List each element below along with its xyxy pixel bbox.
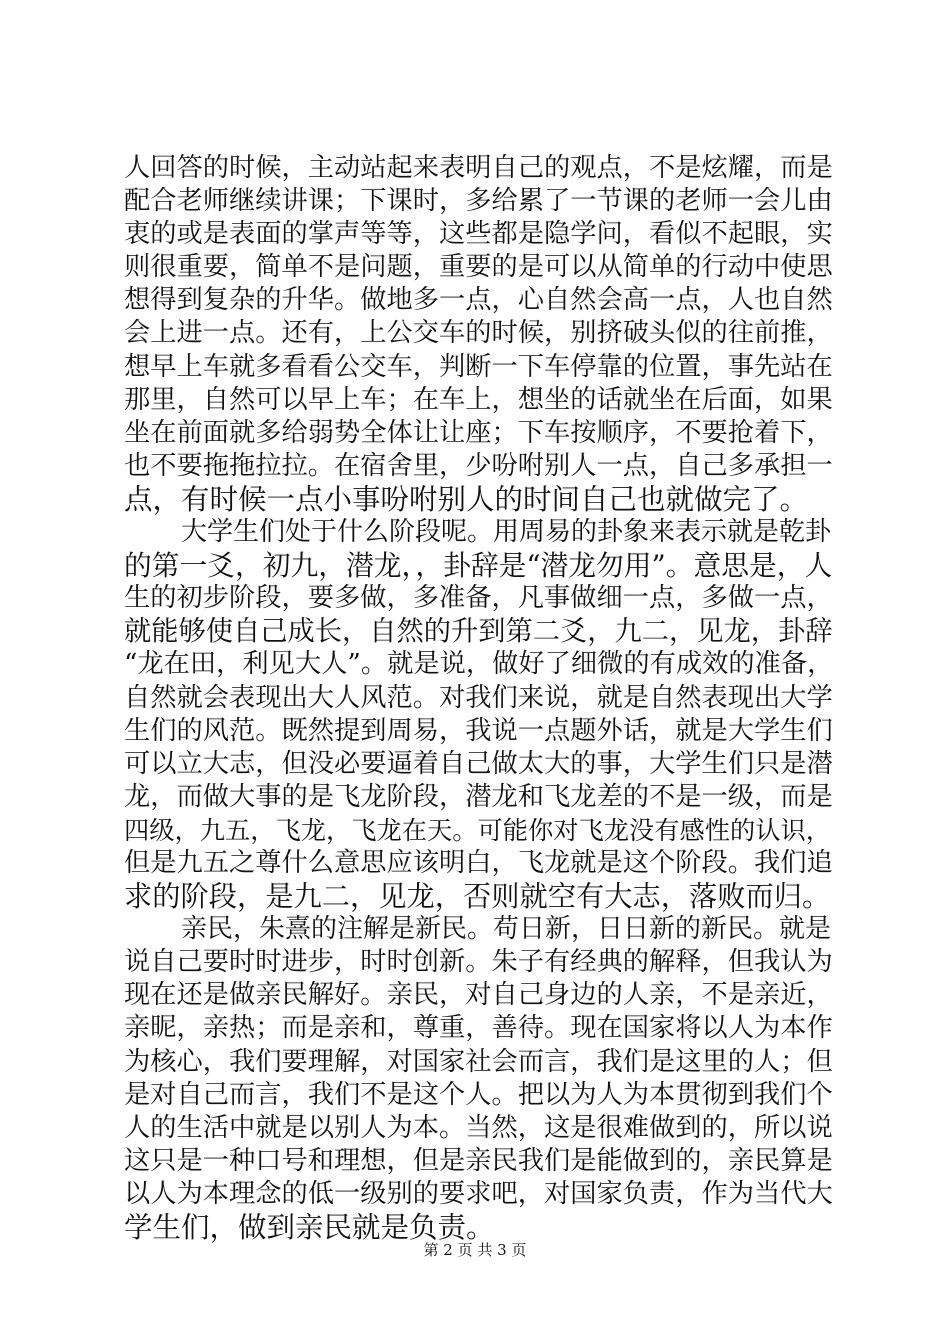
text-line: 这只是一种口号和理想，但是亲民我们是能做到的，亲民算是 [124, 1145, 833, 1176]
page-number-footer: 第 2 页 共 3 页 [423, 1241, 527, 1259]
text-line: 现在还是做亲民解好。亲民，对自己身边的人亲，不是亲近， [124, 980, 833, 1011]
text-line: 亲民，朱熹的注解是新民。苟日新，日日新的新民。就是 [181, 914, 832, 945]
text-line: 则很重要，简单不是问题，重要的是可以从简单的行动中使思 [124, 252, 833, 283]
text-line: 点，有时候一点小事吩咐别人的时间自己也就做完了。 [124, 482, 809, 516]
text-line: 也不要拖拖拉拉。在宿舍里，少吩咐别人一点，自己多承担一 [124, 450, 833, 481]
text-line: 学生们，做到亲民就是负责。 [124, 1211, 495, 1244]
paragraph [124, 516, 836, 913]
paragraph [124, 913, 836, 1244]
text-line: 可以立大志，但没必要逼着自己做太大的事，大学生们只是潜 [124, 748, 833, 779]
text-line: 以人为本理念的低一级别的要求吧，对国家负责，作为当代大 [124, 1178, 833, 1209]
text-line: “龙在田，利见大人”。就是说，做好了细微的有成效的准备， [124, 649, 834, 680]
text-line: 想早上车就多看看公交车，判断一下车停靠的位置，事先站在 [124, 351, 833, 382]
text-line: 生们的风范。既然提到周易，我说一点题外话，就是大学生们 [124, 715, 833, 746]
text-line: 大学生们处于什么阶段呢。用周易的卦象来表示就是乾卦 [181, 517, 832, 548]
text-line: 衷的或是表面的掌声等等，这些都是隐学问，看似不起眼，实 [124, 219, 833, 250]
text-line: 那里，自然可以早上车；在车上，想坐的话就坐在后面，如果 [124, 384, 833, 415]
text-line: 坐在前面就多给弱势全体让让座；下车按顺序，不要抢着下， [124, 417, 833, 448]
text-line: 为核心，我们要理解，对国家社会而言，我们是这里的人；但 [124, 1046, 833, 1077]
paragraph [124, 152, 836, 516]
text-line: 生的初步阶段，要多做，多准备，凡事做细一点，多做一点， [124, 583, 833, 614]
text-line: 龙，而做大事的是飞龙阶段，潜龙和飞龙差的不是一级，而是 [124, 781, 833, 812]
text-line: 人的生活中就是以别人为本。当然，这是很难做到的，所以说 [124, 1112, 833, 1143]
text-line: 自然就会表现出大人风范。对我们来说，就是自然表现出大学 [124, 682, 833, 713]
document-body [124, 152, 836, 1244]
text-line: 会上进一点。还有，上公交车的时候，别挤破头似的往前推， [124, 318, 833, 349]
text-line: 人回答的时候，主动站起来表明自己的观点，不是炫耀，而是 [124, 153, 833, 183]
text-line: 但是九五之尊什么意思应该明白，飞龙就是这个阶段。我们追 [124, 847, 833, 878]
text-line: 配合老师继续讲课；下课时，多给累了一节课的老师一会儿由 [124, 186, 833, 217]
text-line: 说自己要时时进步，时时创新。朱子有经典的解释，但我认为 [124, 947, 833, 978]
text-line: 亲昵，亲热；而是亲和，尊重，善待。现在国家将以人为本作 [124, 1013, 833, 1044]
text-line: 就能够使自己成长，自然的升到第二爻，九二，见龙，卦辞 [124, 616, 833, 648]
text-line: 四级，九五，飞龙，飞龙在天。可能你对飞龙没有感性的认识， [124, 815, 831, 845]
text-line: 的第一爻，初九，潜龙，，卦辞是“潜龙勿用”。意思是，人 [124, 549, 833, 583]
text-line: 求的阶段，是九二，见龙，否则就空有大志，落败而归。 [124, 880, 831, 914]
text-line: 想得到复杂的升华。做地多一点，心自然会高一点，人也自然 [124, 285, 833, 316]
text-line: 是对自己而言，我们不是这个人。把以为人为本贯彻到我们个 [124, 1079, 833, 1110]
